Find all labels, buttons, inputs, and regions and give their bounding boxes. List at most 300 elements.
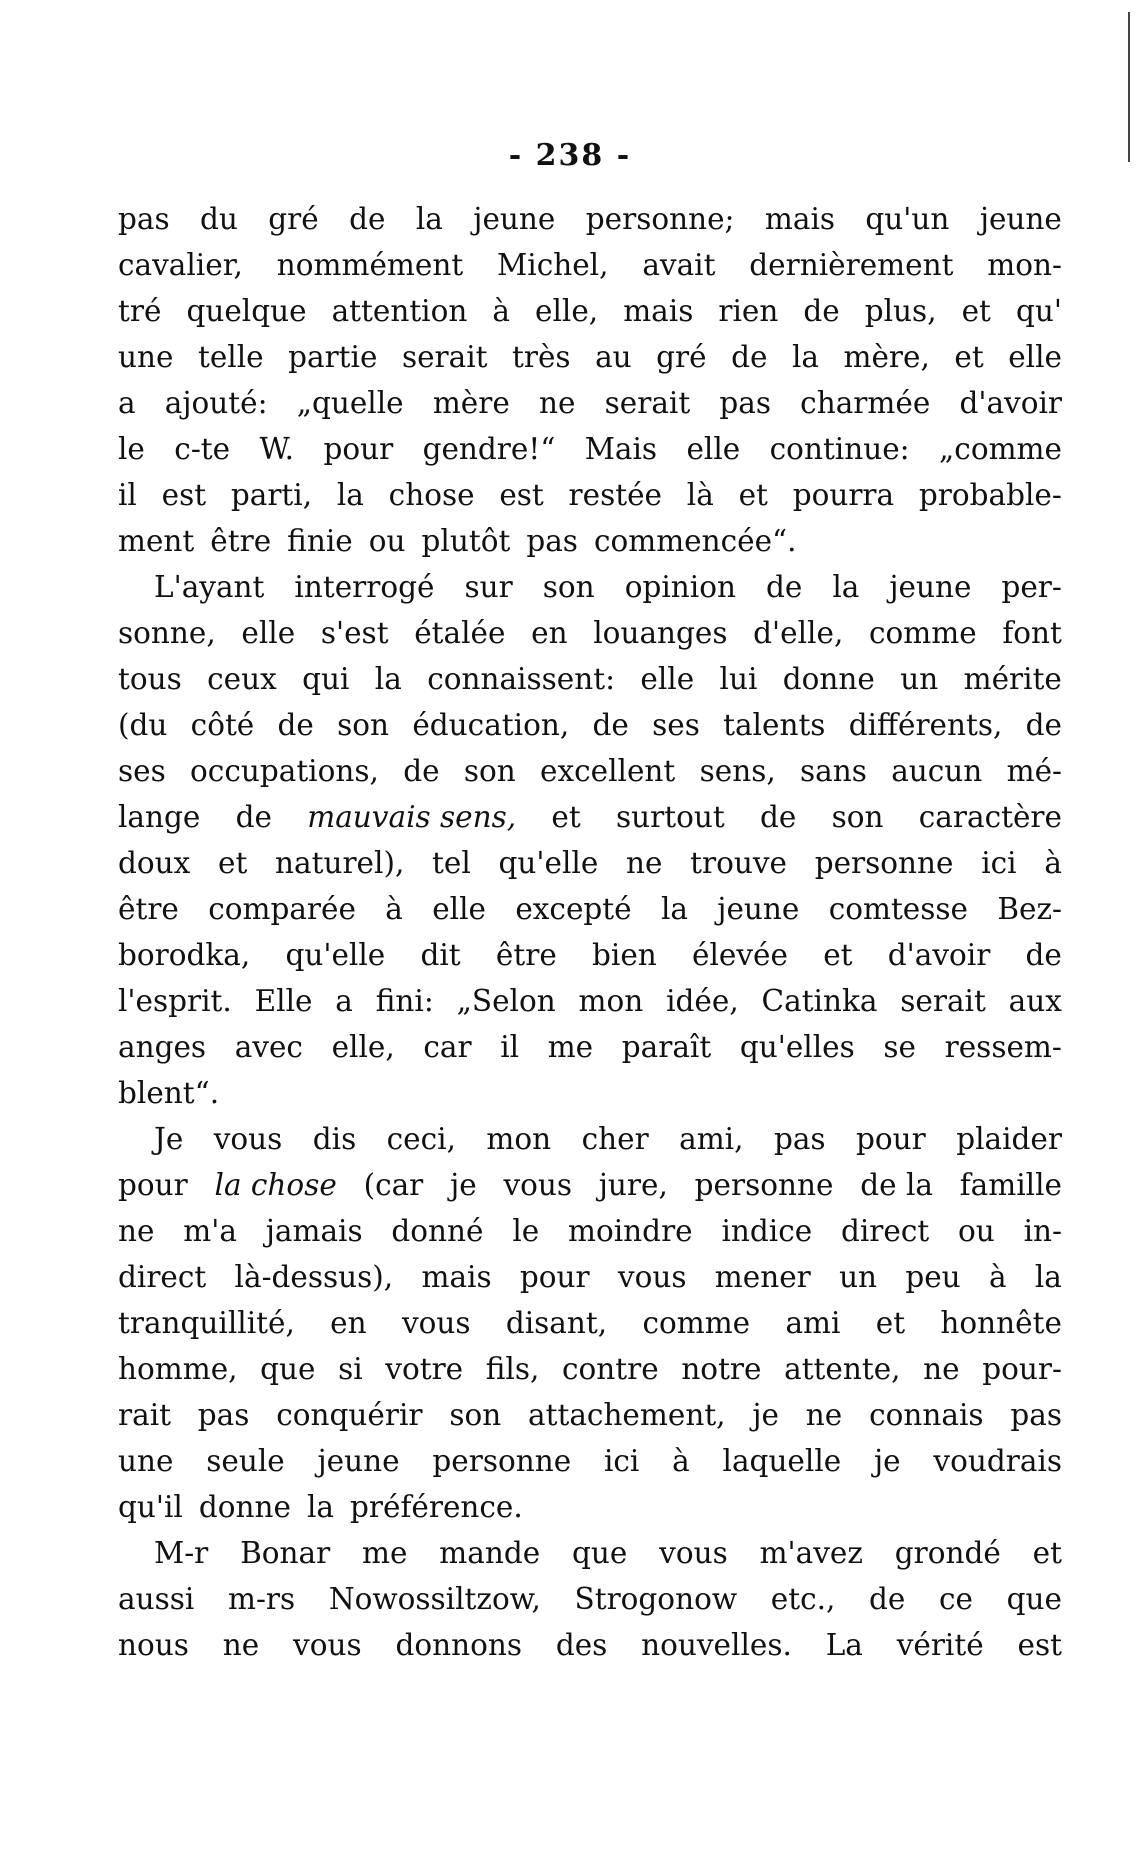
word: Catinka — [761, 984, 878, 1018]
word: de — [403, 754, 440, 788]
word: m'avez — [759, 1536, 863, 1570]
word: dernièrement — [749, 248, 954, 282]
word: sans — [800, 754, 867, 788]
word: serait — [401, 340, 488, 374]
word: qu' — [1015, 294, 1062, 328]
word: (du — [118, 708, 168, 742]
word: et — [875, 1306, 906, 1340]
word: pour — [323, 432, 394, 466]
word: gré — [268, 202, 319, 236]
word: et — [961, 294, 991, 328]
word: jeune — [317, 1444, 400, 1478]
word: „Selon — [456, 984, 556, 1018]
word: à — [1044, 846, 1062, 880]
word: ressem- — [944, 1030, 1062, 1064]
text-line — [118, 1254, 1062, 1300]
text-line — [118, 1392, 1062, 1438]
word: elle — [432, 892, 486, 926]
word: vous — [213, 1122, 283, 1156]
word: ne — [538, 386, 576, 420]
text-line — [118, 748, 1062, 794]
word: mais — [623, 294, 694, 328]
word: dit — [420, 938, 461, 972]
word: trouve — [690, 846, 787, 880]
word: aussi — [118, 1582, 195, 1616]
text-line — [118, 1116, 1062, 1162]
word: et — [551, 800, 581, 834]
word: de — [869, 1582, 906, 1616]
word: mais — [421, 1260, 492, 1294]
word: ses — [652, 708, 700, 742]
word: a — [118, 386, 136, 420]
word: dis — [312, 1122, 357, 1156]
word: de — [235, 800, 272, 834]
word: de — [277, 708, 314, 742]
word: que — [1006, 1582, 1062, 1616]
word: je — [874, 1444, 901, 1478]
word: ami — [785, 1306, 841, 1340]
word: telle — [197, 340, 264, 374]
text-line — [118, 1530, 1062, 1576]
word: vous — [293, 1628, 362, 1662]
word: font — [1002, 616, 1062, 650]
word: qu'elle — [498, 846, 599, 880]
word: homme, — [118, 1352, 238, 1386]
word: continue: — [769, 432, 910, 466]
word: jamais — [265, 1214, 363, 1248]
word: fini: — [375, 984, 434, 1018]
word: de — [1025, 938, 1062, 972]
word: seule — [206, 1444, 285, 1478]
word: là — [686, 478, 714, 512]
word: serait — [604, 386, 691, 420]
word: sonne, — [118, 616, 216, 650]
word: car — [423, 1030, 472, 1064]
word: elle, — [535, 294, 599, 328]
word: rien — [718, 294, 779, 328]
word: vous — [617, 1260, 687, 1294]
word: il — [118, 478, 137, 512]
word: son — [449, 1398, 502, 1432]
word: à — [672, 1444, 690, 1478]
word: jeune — [889, 570, 972, 604]
word: l'esprit. — [118, 984, 232, 1018]
word: ne — [923, 1352, 960, 1386]
word: parti, — [230, 478, 313, 512]
word: comtesse — [828, 892, 968, 926]
text-line — [118, 334, 1062, 380]
word: talents — [723, 708, 826, 742]
word: „quelle — [296, 386, 404, 420]
word: interrogé — [294, 570, 435, 604]
word: La — [825, 1628, 863, 1662]
word: pas — [118, 202, 170, 236]
word: vous — [401, 1306, 471, 1340]
word: le — [118, 432, 145, 466]
word: qu'il — [118, 1490, 183, 1524]
text-line — [118, 1162, 1062, 1208]
word: ses — [118, 754, 166, 788]
word: (car — [363, 1168, 424, 1202]
word: Nowossiltzow, — [328, 1582, 541, 1616]
word: jeune — [473, 202, 556, 236]
word: louanges — [593, 616, 728, 650]
word: disant, — [505, 1306, 608, 1340]
text-line — [118, 840, 1062, 886]
word: de — [592, 708, 629, 742]
word: ou — [958, 1214, 995, 1248]
text-line — [118, 380, 1062, 426]
word: tranquillité, — [118, 1306, 295, 1340]
word: opinion — [624, 570, 736, 604]
word: a — [335, 984, 353, 1018]
word: donne — [198, 1490, 291, 1524]
word: cavalier, — [118, 248, 243, 282]
word: quelque — [186, 294, 307, 328]
word: anges — [118, 1030, 207, 1064]
word: ami, — [679, 1122, 744, 1156]
word: surtout — [616, 800, 725, 834]
word: Je — [154, 1122, 184, 1156]
word: être — [118, 892, 179, 926]
word: des — [555, 1628, 608, 1662]
word: pas — [1010, 1398, 1062, 1432]
word: d'avoir — [959, 386, 1062, 420]
word: fils, — [485, 1352, 540, 1386]
word: Strogonow — [574, 1582, 738, 1616]
word: très — [512, 340, 571, 374]
word: de la — [860, 1168, 933, 1202]
word: mais — [764, 202, 836, 236]
word: blent“. — [118, 1076, 220, 1110]
word: une — [118, 1444, 174, 1478]
word: un — [900, 662, 939, 696]
word: il — [500, 1030, 520, 1064]
word: la — [1034, 1260, 1062, 1294]
text-line — [118, 242, 1062, 288]
word: en — [531, 616, 568, 650]
word: personne — [432, 1444, 572, 1478]
text-line — [118, 426, 1062, 472]
word: vous — [503, 1168, 573, 1202]
word: notre — [681, 1352, 762, 1386]
word: de — [349, 202, 386, 236]
text-line — [118, 1484, 1062, 1530]
word: conquérir — [276, 1398, 423, 1432]
word: naturel), — [275, 846, 405, 880]
word: votre — [385, 1352, 464, 1386]
word: excepté — [515, 892, 632, 926]
word: d'avoir — [887, 938, 991, 972]
word: jure, — [598, 1168, 668, 1202]
word: pour- — [982, 1352, 1062, 1386]
word: jeune — [717, 892, 800, 926]
word: pour — [519, 1260, 590, 1294]
word: plaider — [956, 1122, 1062, 1156]
word: laquelle — [722, 1444, 842, 1478]
text-line — [118, 794, 1062, 840]
word: avec — [234, 1030, 303, 1064]
word: plus, — [864, 294, 937, 328]
word: du — [200, 202, 238, 236]
word: chose — [388, 478, 475, 512]
word: vérité — [896, 1628, 984, 1662]
word: probable- — [918, 478, 1062, 512]
word: Elle — [254, 984, 313, 1018]
word: mauvais sens, — [307, 800, 517, 834]
text-line — [118, 978, 1062, 1024]
word: doux — [118, 846, 191, 880]
word: la — [832, 570, 860, 604]
word: comme — [869, 616, 977, 650]
text-line — [118, 1208, 1062, 1254]
word: qu'un — [865, 202, 950, 236]
word: „comme — [939, 432, 1062, 466]
word: ajouté: — [164, 386, 268, 420]
word: au — [595, 340, 632, 374]
word: nommément — [276, 248, 464, 282]
word: mener — [714, 1260, 811, 1294]
word: paraît — [621, 1030, 712, 1064]
word: étalée — [414, 616, 506, 650]
word: et — [1032, 1536, 1062, 1570]
word: qui — [302, 662, 350, 696]
word: me — [362, 1536, 408, 1570]
word: excellent — [540, 754, 676, 788]
word: s'est — [320, 616, 389, 650]
word: occupations, — [190, 754, 379, 788]
word: pas — [526, 524, 578, 558]
word: et — [217, 846, 248, 880]
word: pourra — [792, 478, 895, 512]
word: attachement, — [528, 1398, 726, 1432]
word: donné — [391, 1214, 484, 1248]
word: borodka, — [118, 938, 251, 972]
word: ceux — [207, 662, 277, 696]
word: la — [336, 478, 364, 512]
word: aucun — [891, 754, 983, 788]
word: un — [839, 1260, 878, 1294]
word: gré — [656, 340, 707, 374]
word: nouvelles. — [641, 1628, 792, 1662]
word: moindre — [568, 1214, 693, 1248]
word: là-dessus), — [234, 1260, 394, 1294]
word: connais — [869, 1398, 984, 1432]
word: rait — [118, 1398, 171, 1432]
word: Michel, — [497, 248, 609, 282]
page-number: - 238 - — [508, 138, 632, 173]
word: sens, — [699, 754, 776, 788]
word: gendre!“ — [422, 432, 556, 466]
word: avait — [642, 248, 716, 282]
word: ceci, — [386, 1122, 456, 1156]
word: elle — [686, 432, 741, 466]
word: tous — [118, 662, 182, 696]
word: personne; — [585, 202, 735, 236]
word: pas — [197, 1398, 250, 1432]
word: direct — [118, 1260, 207, 1294]
word: son — [463, 754, 516, 788]
word: W. — [259, 432, 295, 466]
word: mère — [432, 386, 510, 420]
word: finie — [287, 524, 353, 558]
word: et — [954, 340, 984, 374]
word: mon- — [987, 248, 1062, 282]
word: à — [492, 294, 510, 328]
word: pas — [773, 1122, 826, 1156]
word: grondé — [894, 1536, 1001, 1570]
word: est — [1017, 1628, 1062, 1662]
text-line — [118, 1576, 1062, 1622]
word: de — [731, 340, 768, 374]
word: tel — [432, 846, 471, 880]
word: ici — [603, 1444, 640, 1478]
word: son — [831, 800, 884, 834]
word: la — [791, 340, 819, 374]
word: elle — [1008, 340, 1062, 374]
word: elle — [241, 616, 296, 650]
word: caractère — [918, 800, 1062, 834]
word: ment — [118, 524, 195, 558]
text-line — [118, 564, 1062, 610]
word: attente, — [784, 1352, 901, 1386]
word: sur — [464, 570, 513, 604]
word: la — [415, 202, 443, 236]
word: la — [660, 892, 688, 926]
word: personne — [694, 1168, 834, 1202]
word: mande — [439, 1536, 541, 1570]
word: ou — [368, 524, 406, 558]
word: son — [542, 570, 595, 604]
word: est — [499, 478, 544, 512]
word: connaissent: — [427, 662, 616, 696]
text-line — [118, 656, 1062, 702]
word: élevée — [692, 938, 788, 972]
word: idée, — [666, 984, 739, 1018]
word: je — [450, 1168, 477, 1202]
word: plutôt — [421, 524, 511, 558]
word: de — [803, 294, 840, 328]
word: pour — [856, 1122, 926, 1156]
text-line — [118, 518, 1062, 564]
word: commencée“. — [593, 524, 797, 558]
word: si — [338, 1352, 363, 1386]
word: est — [161, 478, 207, 512]
word: in- — [1023, 1214, 1062, 1248]
word: la — [374, 662, 402, 696]
word: à — [385, 892, 403, 926]
text-line — [118, 932, 1062, 978]
word: que — [260, 1352, 316, 1386]
word: indice — [721, 1214, 813, 1248]
word: etc., — [770, 1582, 836, 1616]
word: de — [1025, 708, 1062, 742]
word: restée — [568, 478, 663, 512]
word: cher — [581, 1122, 649, 1156]
word: différents, — [848, 708, 1003, 742]
word: donne — [782, 662, 875, 696]
word: charmée — [800, 386, 931, 420]
word: honnête — [940, 1306, 1062, 1340]
text-line — [118, 1622, 1062, 1668]
word: lui — [719, 662, 758, 696]
word: d'elle, — [753, 616, 844, 650]
text-line — [118, 1300, 1062, 1346]
word: côté — [190, 708, 255, 742]
word: m-rs — [227, 1582, 296, 1616]
text-line — [118, 472, 1062, 518]
word: attention — [331, 294, 468, 328]
word: contre — [562, 1352, 659, 1386]
word: aux — [1008, 984, 1062, 1018]
word: voudrais — [933, 1444, 1062, 1478]
word: donnons — [395, 1628, 522, 1662]
word: nous — [118, 1628, 189, 1662]
word: mon — [578, 984, 644, 1018]
word: la — [306, 1490, 335, 1524]
word: ne — [222, 1628, 260, 1662]
word: c-te — [174, 432, 231, 466]
word: en — [330, 1306, 367, 1340]
word: son — [337, 708, 390, 742]
text-line — [118, 1024, 1062, 1070]
word: ne — [118, 1214, 155, 1248]
word: être — [210, 524, 272, 558]
word: ne — [625, 846, 663, 880]
word: lange — [118, 800, 201, 834]
word: bien — [592, 938, 657, 972]
word: mé- — [1006, 754, 1062, 788]
word: mon — [486, 1122, 552, 1156]
word: se — [883, 1030, 916, 1064]
word: elle, — [331, 1030, 395, 1064]
word: personne — [814, 846, 954, 880]
word: qu'elles — [739, 1030, 855, 1064]
word: ici — [981, 846, 1017, 880]
text-line — [118, 702, 1062, 748]
word: pas — [719, 386, 771, 420]
word: je — [752, 1398, 779, 1432]
word: de — [765, 570, 803, 604]
word: être — [495, 938, 557, 972]
word: L'ayant — [154, 570, 265, 604]
word: per- — [1001, 570, 1062, 604]
word: le — [512, 1214, 540, 1248]
text-line — [118, 196, 1062, 242]
word: Mais — [584, 432, 658, 466]
word: elle — [640, 662, 695, 696]
word: ne — [805, 1398, 843, 1432]
word: vous — [659, 1536, 728, 1570]
word: que — [572, 1536, 628, 1570]
word: et — [738, 478, 768, 512]
word: comme — [642, 1306, 751, 1340]
word: mérite — [963, 662, 1062, 696]
word: me — [547, 1030, 594, 1064]
word: qu'elle — [285, 938, 386, 972]
text-line — [118, 1346, 1062, 1392]
text-line — [118, 1438, 1062, 1484]
text-line — [118, 886, 1062, 932]
text-line — [118, 288, 1062, 334]
word: peu — [905, 1260, 961, 1294]
word: préférence. — [350, 1490, 523, 1524]
text-line — [118, 1070, 1062, 1116]
word: et — [823, 938, 853, 972]
text-line — [118, 610, 1062, 656]
word: direct — [840, 1214, 930, 1248]
word: partie — [288, 340, 378, 374]
